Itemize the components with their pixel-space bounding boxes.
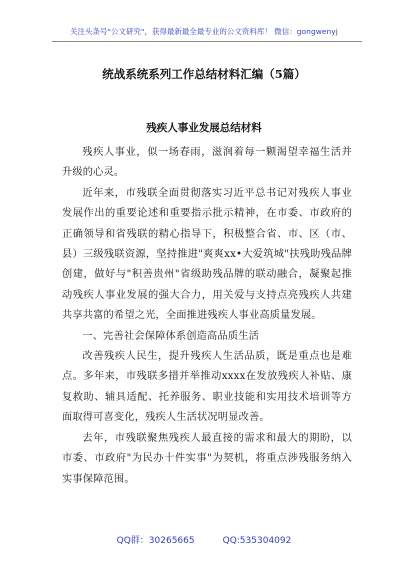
paragraph: 改善残疾人民生，提升残疾人生活品质，既是重点也是难点。多年来，市残联多措并举推动xxxx在发放残疾人补贴、康复救助、辅具适配、托养服务、职业技能和实用技术培训等方面取得可喜变化，残疾人生活状况明显改善。 bbox=[62, 351, 352, 424]
footer-qq-group: QQ群：30265665 bbox=[116, 536, 195, 546]
section-title: 残疾人事业发展总结材料 bbox=[146, 122, 262, 134]
document-body bbox=[62, 143, 352, 490]
document-title: 统战系统系列工作总结材料汇编（5篇） bbox=[102, 67, 306, 81]
paragraph: 去年，市残联聚焦残疾人最直接的需求和最大的期盼，以市委、市政府"为民办十件实事"为契机，将重点涉残服务纳入实事保障范围。 bbox=[62, 432, 352, 485]
header-banner: 关注头条号"公文研究"，获得最新最全最专业的公文资料库！ 微信：gongwenyj bbox=[70, 27, 338, 36]
subheading: 一、完善社会保障体系创造高品质生活 bbox=[82, 330, 259, 342]
header-divider bbox=[52, 41, 362, 42]
paragraph: 近年来，市残联全面贯彻落实习近平总书记对残疾人事业发展作出的重要论述和重要指示批示精神，在市委、市政府的正确领导和省残联的精心指导下，积极整合省、市、区（市、县）三级残联资源，坚持推进"爽爽xx•大爱筑城"扶残助残品牌创建，做好与"积善贵州"省级助残品牌的联动融合，凝聚起推动残疾人事业发展的强大合力，用关爱与支持点亮残疾人共建共享共富的希望之光，全面推进残疾人事业高质量发展。 bbox=[62, 187, 352, 322]
footer-contact bbox=[0, 533, 408, 546]
paragraph: 残疾人事业，似一场春雨，滋润着每一颗渴望幸福生活并升级的心灵。 bbox=[62, 147, 352, 179]
footer-qq-number: QQ:535304092 bbox=[222, 536, 292, 546]
